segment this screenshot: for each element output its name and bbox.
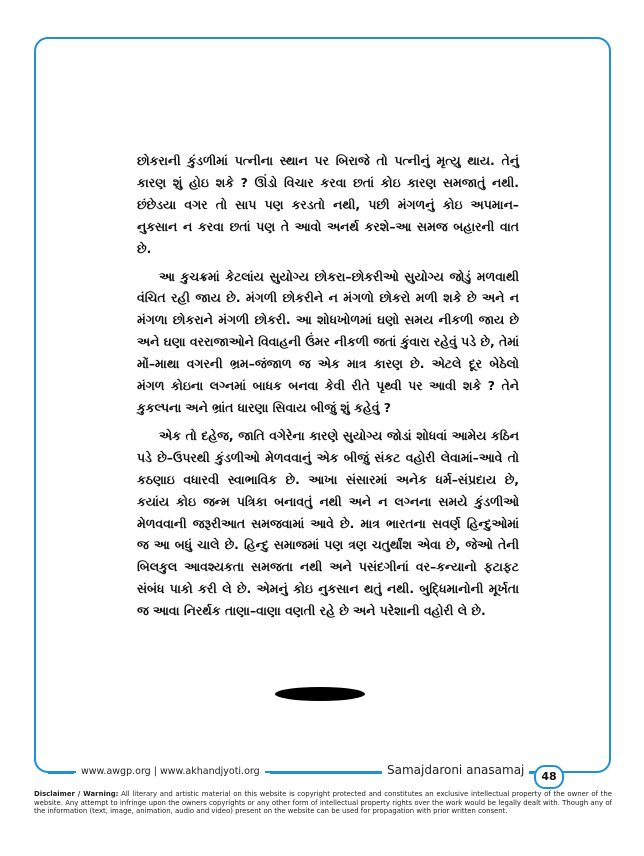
website-link[interactable]: www.awgp.org | www.akhandjyoti.org (76, 766, 265, 777)
paragraph-2: આ કુચક્રમાં કેટલાંય સુયોગ્ય છોકરા–છોકરીઓ સુયોગ્ય જોડું મળવાથી વંચિત રહી જાય છે. મંગળી છોકરીને ન મંગળો છોકરો મળી શકે છે અને ન મંગળા છોકરાને મંગળી છોકરી. આ શોધખોળમાં ઘણો સમય નીકળી જાય છે અને ઘણા વરરાજાઓને વિવાહની ઉંમર નીકળી જતાં કુંવારા રહેવું પડે છે, તેમાં મોં–માથા વગરની ભ્રમ–જંજાળ જ એક માત્ર કારણ છે. એટલે દૂર બેઠેલો મંગળ કોઇના લગ્નમાં બાધક બનવા કેવી રીતે પૃથ્વી પર આવી શકે ? તેને કુકલ્પના અને ભ્રાંત ધારણા સિવાય બીજું શું કહેવું ? (137, 268, 519, 415)
disclaimer-text: All literary and artistic material on this website is copyright protected and constitutes an exclusive intellectual property of the owner of the website. Any attempt to infringe upon the owners copyrights or any other form of intellectual property rights over the work would be legally dealt with. Though any of the information (text, image, animation, audio and video) present on the website can be used for propagation with prior written consent. (34, 790, 612, 816)
paragraph-3: એક તો દહેજ, જાતિ વગેરેના કારણે સુયોગ્ય જોડાં શોધવાં આમેય કઠિન પડે છે–ઉપરથી કુંડળીઓ મેળવવાનું એક બીજું સંકટ વહોરી લેવામાં–આવે તો કઠણાઇ વધારવી સ્વાભાવિક છે. આખા સંસારમાં અનેક ધર્મ–સંપ્રદાય છે, કયાંય કોઇ જન્મ પત્રિકા બનાવતું નથી અને ન લગ્નના સમયે કુંડળીઓ મેળવવાની જરૂરીઆત સમજવામાં આવે છે. માત્ર ભારતના સવર્ણ હિન્દુઓમાં જ આ બધું ચાલે છે. હિન્દુ સમાજમાં પણ ત્રણ ચતુર્થાંશ એવા છે, જેઓ તેની બિલકુલ આવશ્યકતા સમજતા નથી અને પસંદગીનાં વર–કન્યાનો ફટાફટ સંબંધ પાકો કરી લે છે. એમનું કોઇ નુકસાન થતું નથી. બુદ્ધિમાનોની મૂર્ખતા જ આવા નિરર્થક તાણા–વાણા વણતી રહે છે અને પરેશાની વહોરી લે છે. (137, 427, 519, 619)
page-number-badge: 48 (534, 765, 564, 789)
disclaimer (34, 790, 612, 816)
paragraph-1: છોકરાની કુંડળીમાં પત્નીના સ્થાન પર બિરાજે તો પત્નીનું મૃત્યુ થાય. તેનું કારણ શું હોઇ શકે ? ઊંડો વિચાર કરવા છતાં કોઇ કારણ સમજાતું નથી. છંછેડયા વગર તો સાપ પણ કરડતો નથી, પછી મંગળનું કોઇ અપમાન–નુકસાન ન કરવા છતાં પણ તે આવો અનર્થ કરશે–આ સમજ બહારની વાત છે. (137, 153, 519, 256)
article-body (137, 150, 519, 628)
disclaimer-label: Disclaimer / Warning: (34, 790, 119, 798)
footer-divider-middle (270, 773, 382, 774)
end-ornament (275, 687, 365, 701)
footer-divider-left (48, 773, 74, 774)
book-title: Samajdaroni anasamaj (382, 763, 529, 777)
